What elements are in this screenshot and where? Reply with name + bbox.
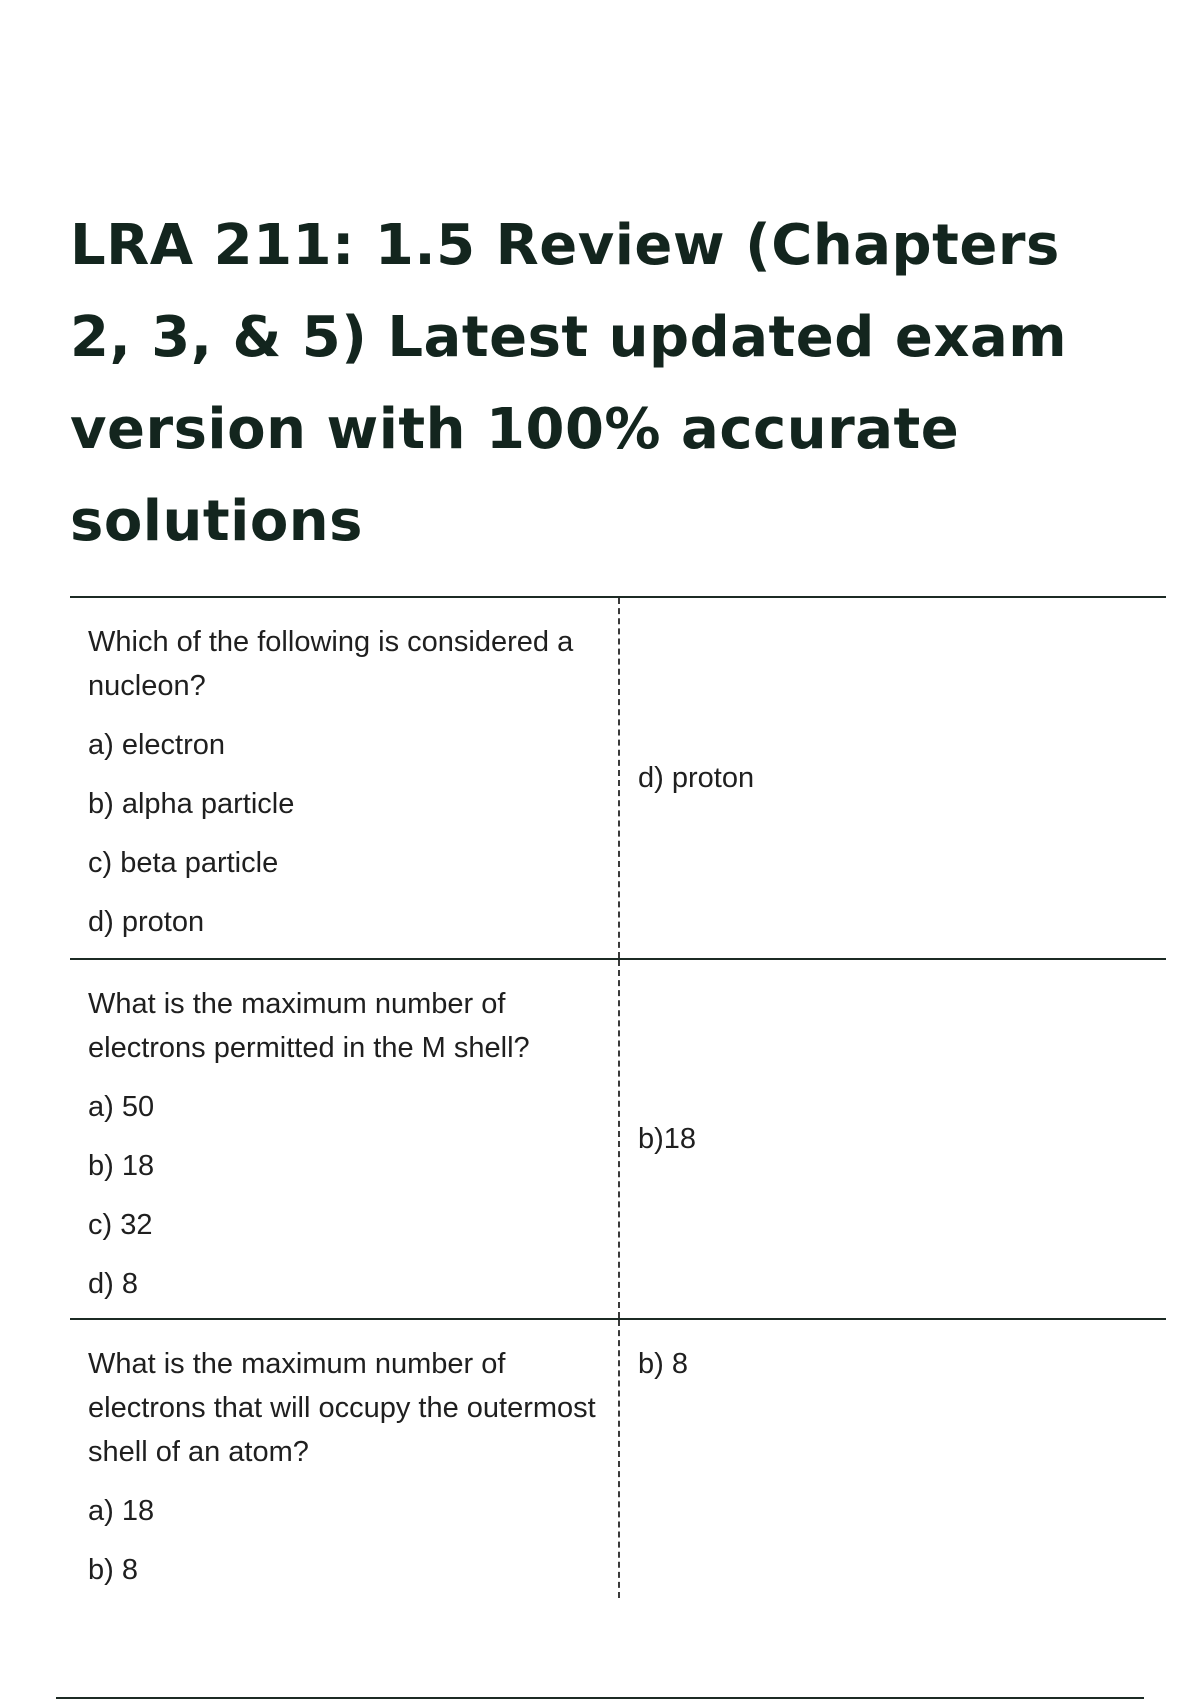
page-title: LRA 211: 1.5 Review (Chapters 2, 3, & 5) Latest updated exam version with 100% accurate solutions (70, 213, 1068, 554)
question-text: What is the maximum number of electrons permitted in the M shell? (88, 988, 530, 1064)
option-c: c) 32 (88, 1209, 153, 1241)
answer-text: d) proton (638, 762, 755, 794)
question-cell (70, 960, 620, 1318)
option-b: b) 8 (88, 1554, 138, 1586)
qa-row (70, 1318, 1166, 1598)
answer-text: b)18 (638, 1123, 697, 1155)
qa-table (70, 596, 1166, 1598)
option-a: a) 18 (88, 1495, 155, 1527)
answer-cell (620, 598, 1166, 958)
question-cell (70, 598, 620, 958)
question-cell (70, 1320, 620, 1598)
option-a: a) electron (88, 729, 226, 761)
option-b: b) alpha particle (88, 788, 295, 820)
answer-cell (620, 1320, 1166, 1598)
option-b: b) 18 (88, 1150, 155, 1182)
option-d: d) proton (88, 906, 205, 938)
qa-row (70, 596, 1166, 958)
option-a: a) 50 (88, 1091, 155, 1123)
answer-text: b) 8 (638, 1348, 688, 1380)
qa-row (70, 958, 1166, 1318)
question-text: Which of the following is considered a nucleon? (88, 626, 574, 702)
answer-cell (620, 960, 1166, 1318)
question-text: What is the maximum number of electrons that will occupy the outermost shell of an atom? (88, 1348, 596, 1468)
page-bottom-divider (56, 1697, 1144, 1699)
option-d: d) 8 (88, 1268, 138, 1300)
option-c: c) beta particle (88, 847, 279, 879)
